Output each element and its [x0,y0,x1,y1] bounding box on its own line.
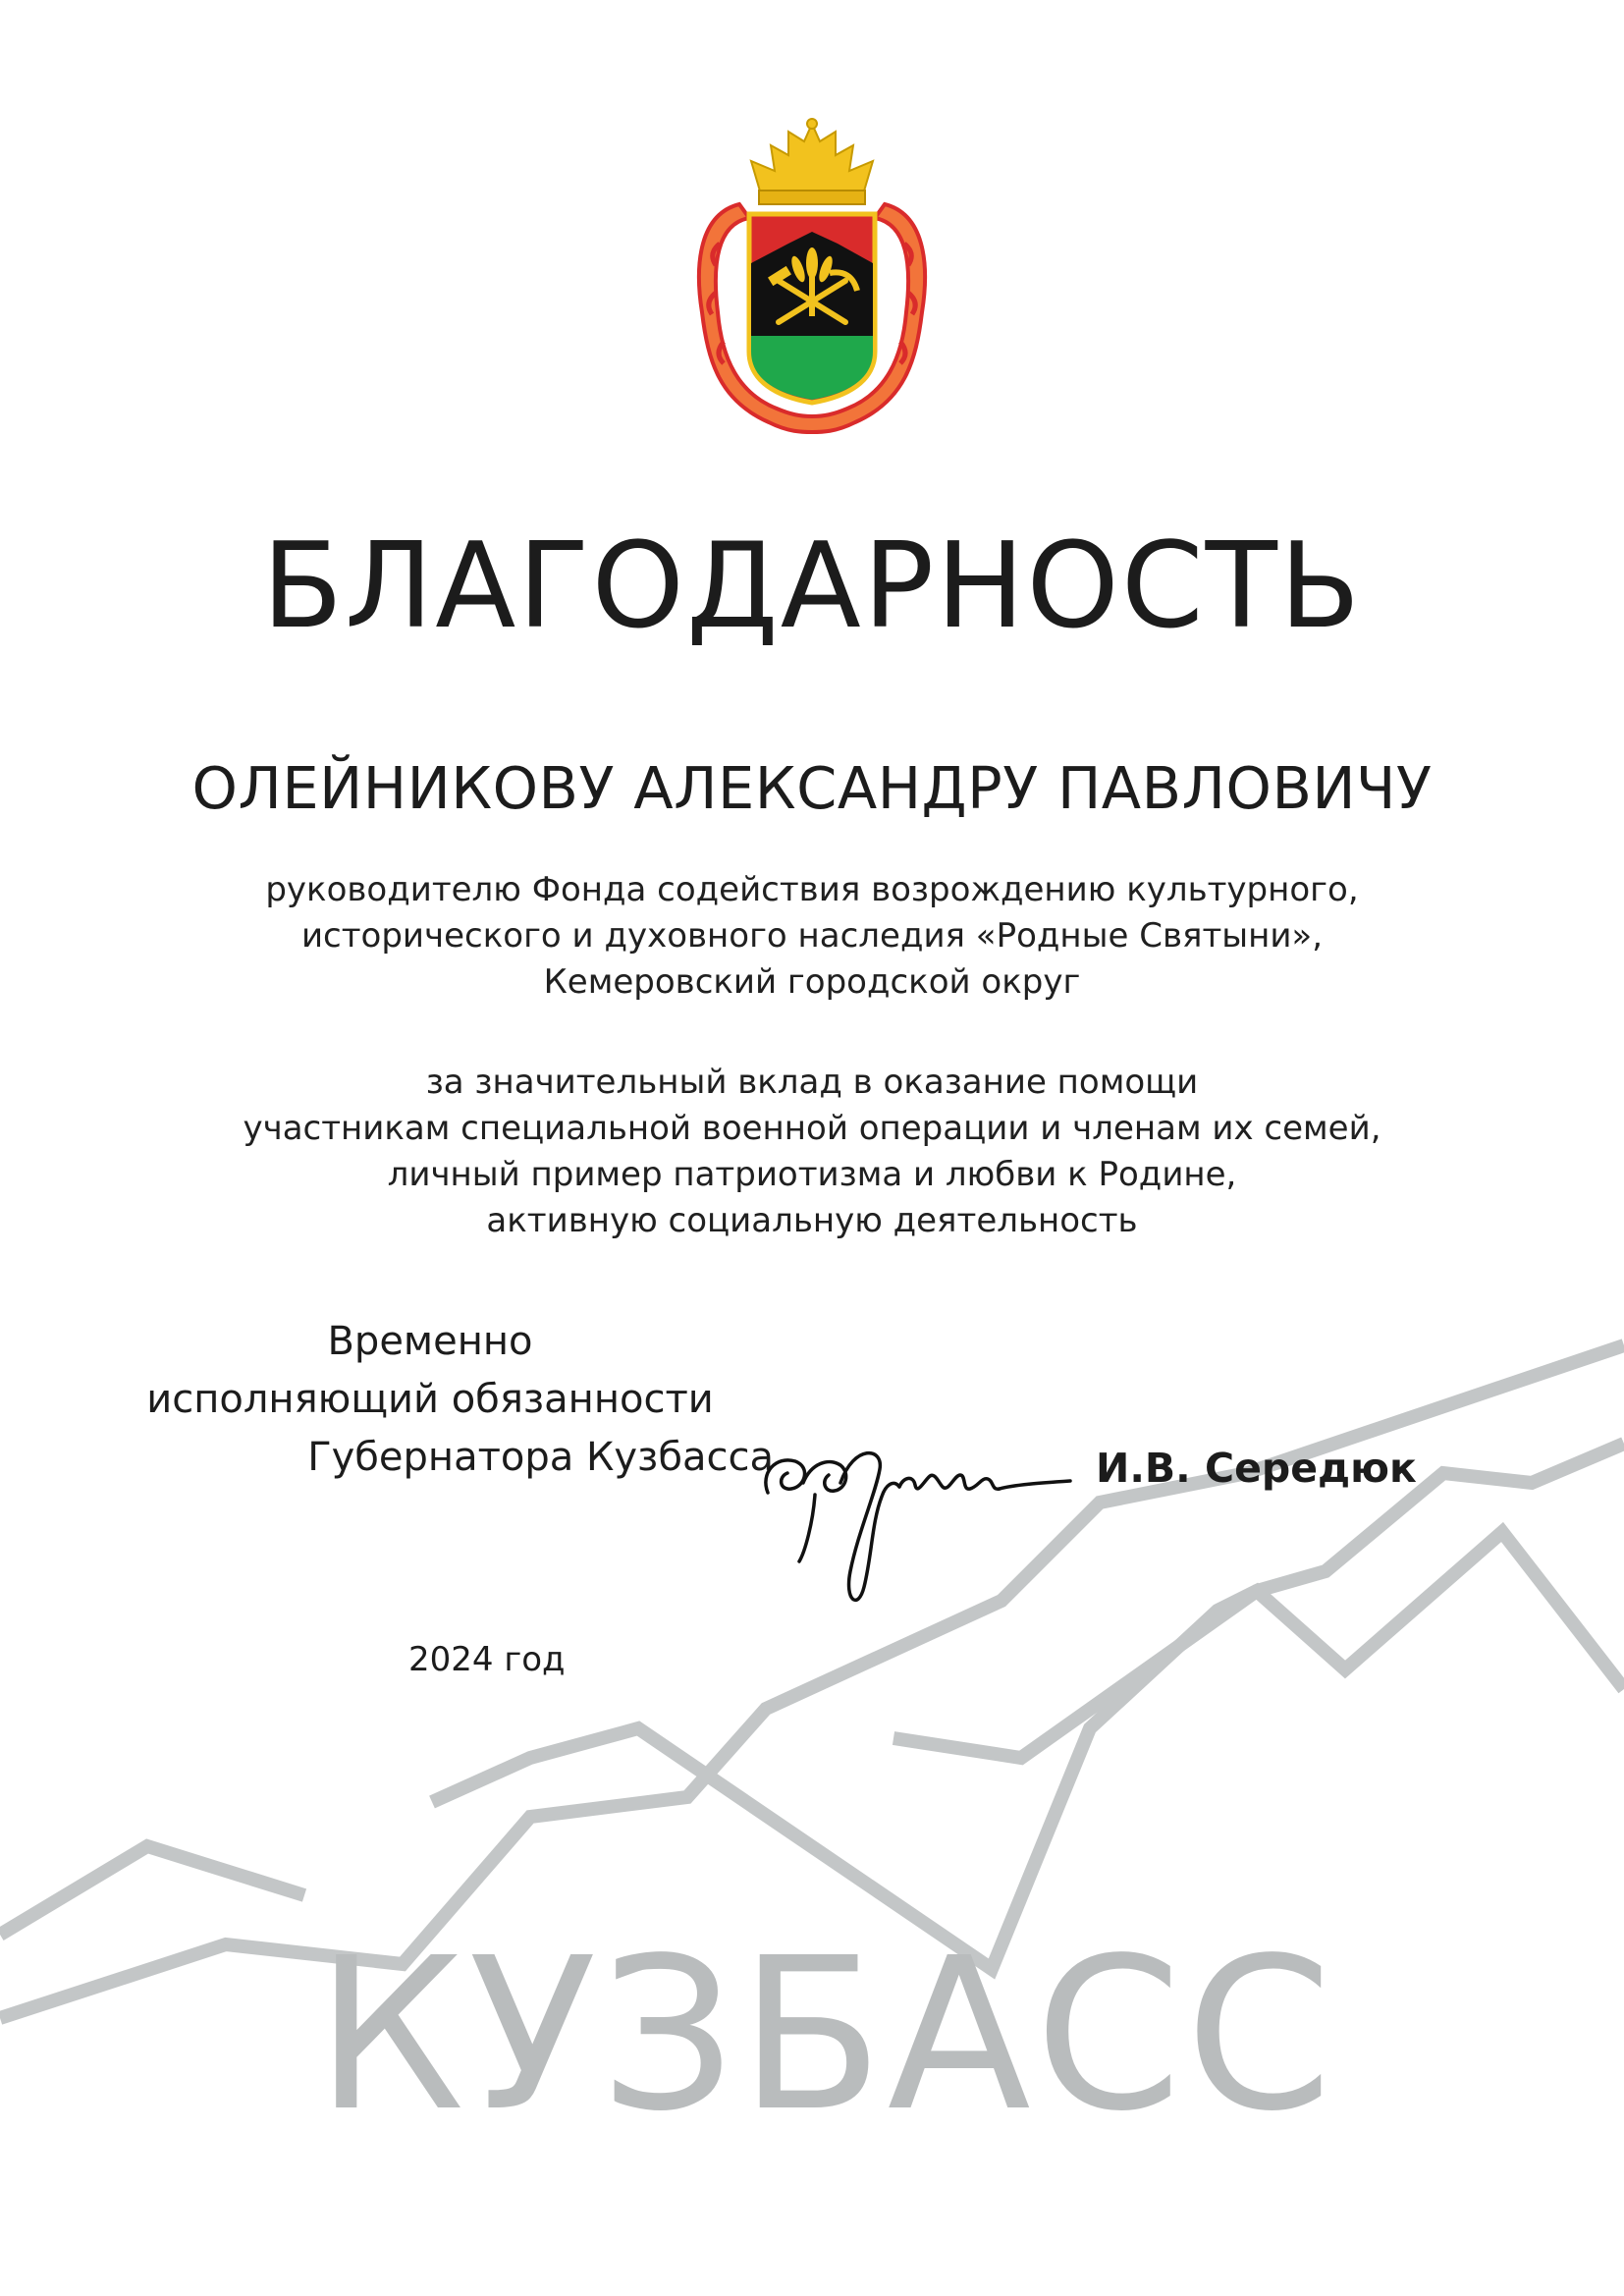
award-reason [0,1060,1624,1244]
signer-title-line: исполняющий обязанности [146,1377,714,1422]
coat-of-arms-emblem [680,116,944,440]
reason-line: за значительный вклад в оказание помощи [425,1063,1199,1102]
signer-name: И.В. Середюк [1096,1445,1417,1492]
position-line: Кемеровский городской округ [543,962,1081,1002]
signature-image [756,1414,1080,1620]
document-year: 2024 год [408,1640,566,1679]
reason-line: активную социальную деятельность [486,1201,1138,1240]
recipient-name: ОЛЕЙНИКОВУ АЛЕКСАНДРУ ПАВЛОВИЧУ [191,754,1433,822]
signer-title-line: Губернатора Кузбасса [307,1435,774,1480]
reason-line: личный пример патриотизма и любви к Родине, [387,1155,1237,1194]
reason-line: участникам специальной военной операции и членам их семей, [243,1109,1381,1148]
position-line: исторического и духовного наследия «Родные Святыни», [300,916,1324,956]
kuzbass-logo-watermark: КУЗБАСС [315,1913,1336,2158]
position-line: руководителю Фонда содействия возрождению культурного, [265,870,1359,909]
signer-title [86,1313,774,1487]
signer-title-line: Временно [327,1319,533,1364]
document-title: БЛАГОДАРНОСТЬ [261,519,1363,655]
recipient-position [0,867,1624,1006]
